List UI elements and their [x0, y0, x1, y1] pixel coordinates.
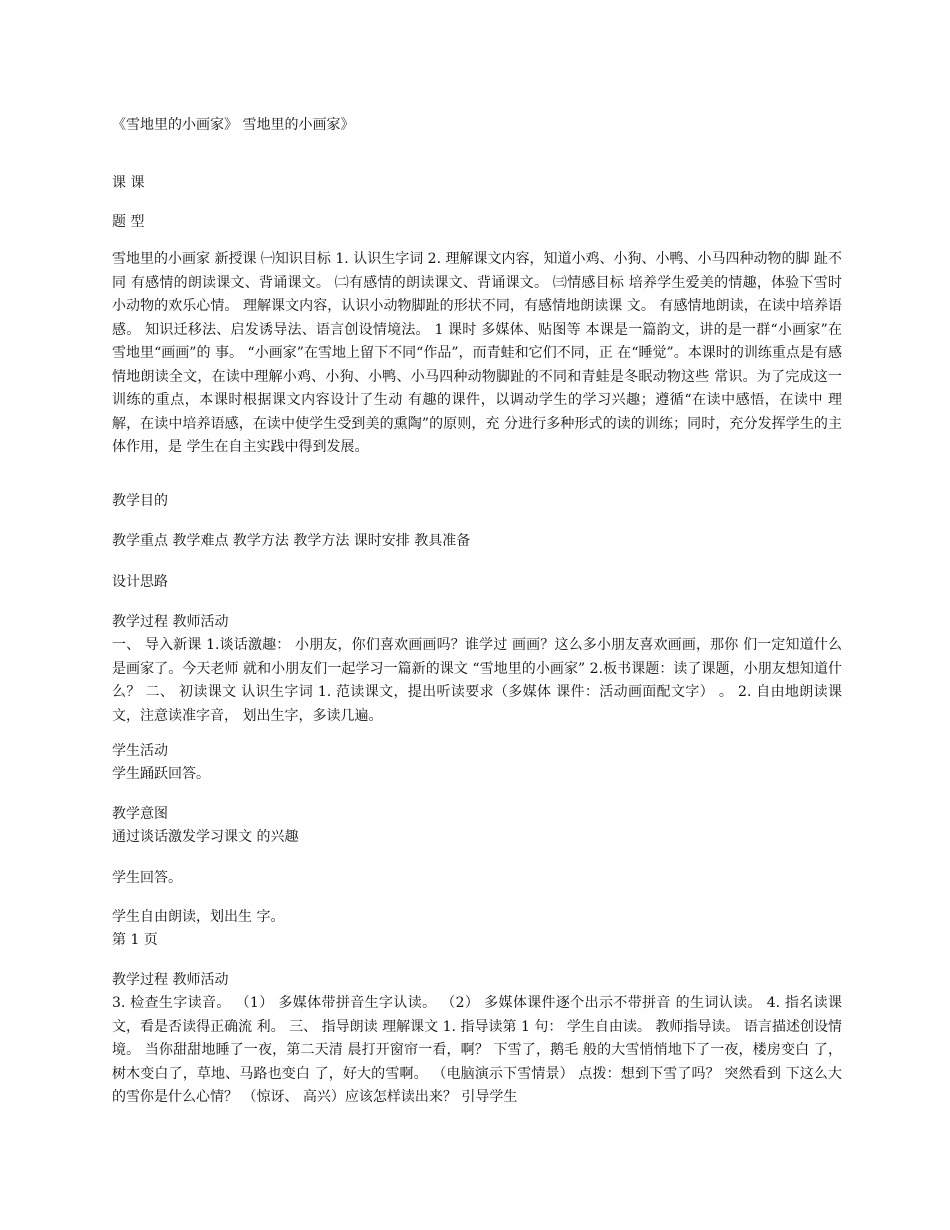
student-activity-text: 学生踊跃回答。	[112, 766, 210, 782]
teaching-purpose-heading: 教学目的	[112, 493, 168, 509]
teaching-intent-text: 通过谈话激发学习课文 的兴趣	[112, 829, 299, 845]
student-answer-text: 学生回答。	[112, 870, 182, 886]
teaching-intent-heading: 教学意图	[112, 806, 168, 822]
student-activity-heading: 学生活动	[112, 743, 168, 759]
design-idea-heading: 设计思路	[112, 574, 168, 590]
student-read-text: 学生自由朗读，划出生 字。	[112, 909, 285, 925]
page-number: 第 1 页	[112, 932, 158, 948]
document-title: 《雪地里的小画家》 雪地里的小画家》	[112, 117, 355, 133]
label-tixing: 题 型	[112, 214, 145, 230]
process2-body: 3. 检查生字读音。 （1） 多媒体带拼音生字认读。 （2） 多媒体课件逐个出示不带拼音 的生词认读。 4. 指名读课文，看是否读得正确流 利。 三、 指导朗读 理解课文 1. 指导读第 1 句： 学生自由读。 教师指导读。 语言描述创设情境。 当你甜甜地睡了一夜，第二天清 晨打开窗帘一看，啊？ 下雪了，鹅毛 般的大雪悄悄地下了一夜，楼房变白 了，树木变白了，草地、马路也变白 了，好大的雪啊。 （电脑演示下雪情景） 点拨：想到下雪了吗？ 突然看到 下这么大的雪你是什么心情？ （惊讶、 高兴）应该怎样读出来？ 引导学生	[112, 995, 842, 1105]
process1-body: 一、 导入新课 1.谈话激趣： 小朋友，你们喜欢画画吗？谁学过 画画？这么多小朋友喜欢画画，那你 们一定知道什么是画家了。今天老师 就和小朋友们一起学习一篇新的课文 “雪地里的小画家” 2.板书课题：读了课题，小朋友想知道什么？ 二、 初读课文 认识生字词 1. 范读课文，提出听读要求（多媒体 课件：活动画面配文字） 。 2. 自由地朗读课文，注意读准字音， 划出生字，多读几遍。	[112, 637, 842, 724]
label-keke: 课 课	[112, 175, 145, 191]
process1-heading: 教学过程 教师活动	[112, 614, 229, 630]
process2-heading: 教学过程 教师活动	[112, 972, 229, 988]
intro-paragraph: 雪地里的小画家 新授课 ㈠知识目标 1. 认识生字词 2. 理解课文内容，知道小鸡、小狗、小鸭、小马四种动物的脚 趾不同 有感情的朗读课文、背诵课文。 ㈡有感情的朗读课文、背诵课文。 ㈢情感目标 培养学生爱美的情趣，体验下雪时小动物的欢乐心情。 理解课文内容，认识小动物脚趾的形状不同，有感情地朗读课 文。 有感情地朗读，在读中培养语感。 知识迁移法、启发诱导法、语言创设情境法。 1 课时 多媒体、贴图等 本课是一篇韵文，讲的是一群“小画家”在雪地里“画画”的 事。 “小画家”在雪地上留下不同“作品”，而青蛙和它们不同，正 在“睡觉”。本课时的训练重点是有感情地朗读全文，在读中理解小鸡、小狗、小鸭、小马四种动物脚趾的不同和青蛙是冬眠动物这些 常识。为了完成这一训练的重点，本课时根据课文内容设计了生动 有趣的课件，以调动学生的学习兴趣；遵循“在读中感悟，在读中 理解，在读中培养语感，在读中使学生受到美的熏陶”的原则，充 分进行多种形式的读的训练；同时，充分发挥学生的主体作用，是 学生在自主实践中得到发展。	[112, 251, 842, 455]
row-labels-line: 教学重点 教学难点 教学方法 教学方法 课时安排 教具准备	[112, 533, 471, 549]
